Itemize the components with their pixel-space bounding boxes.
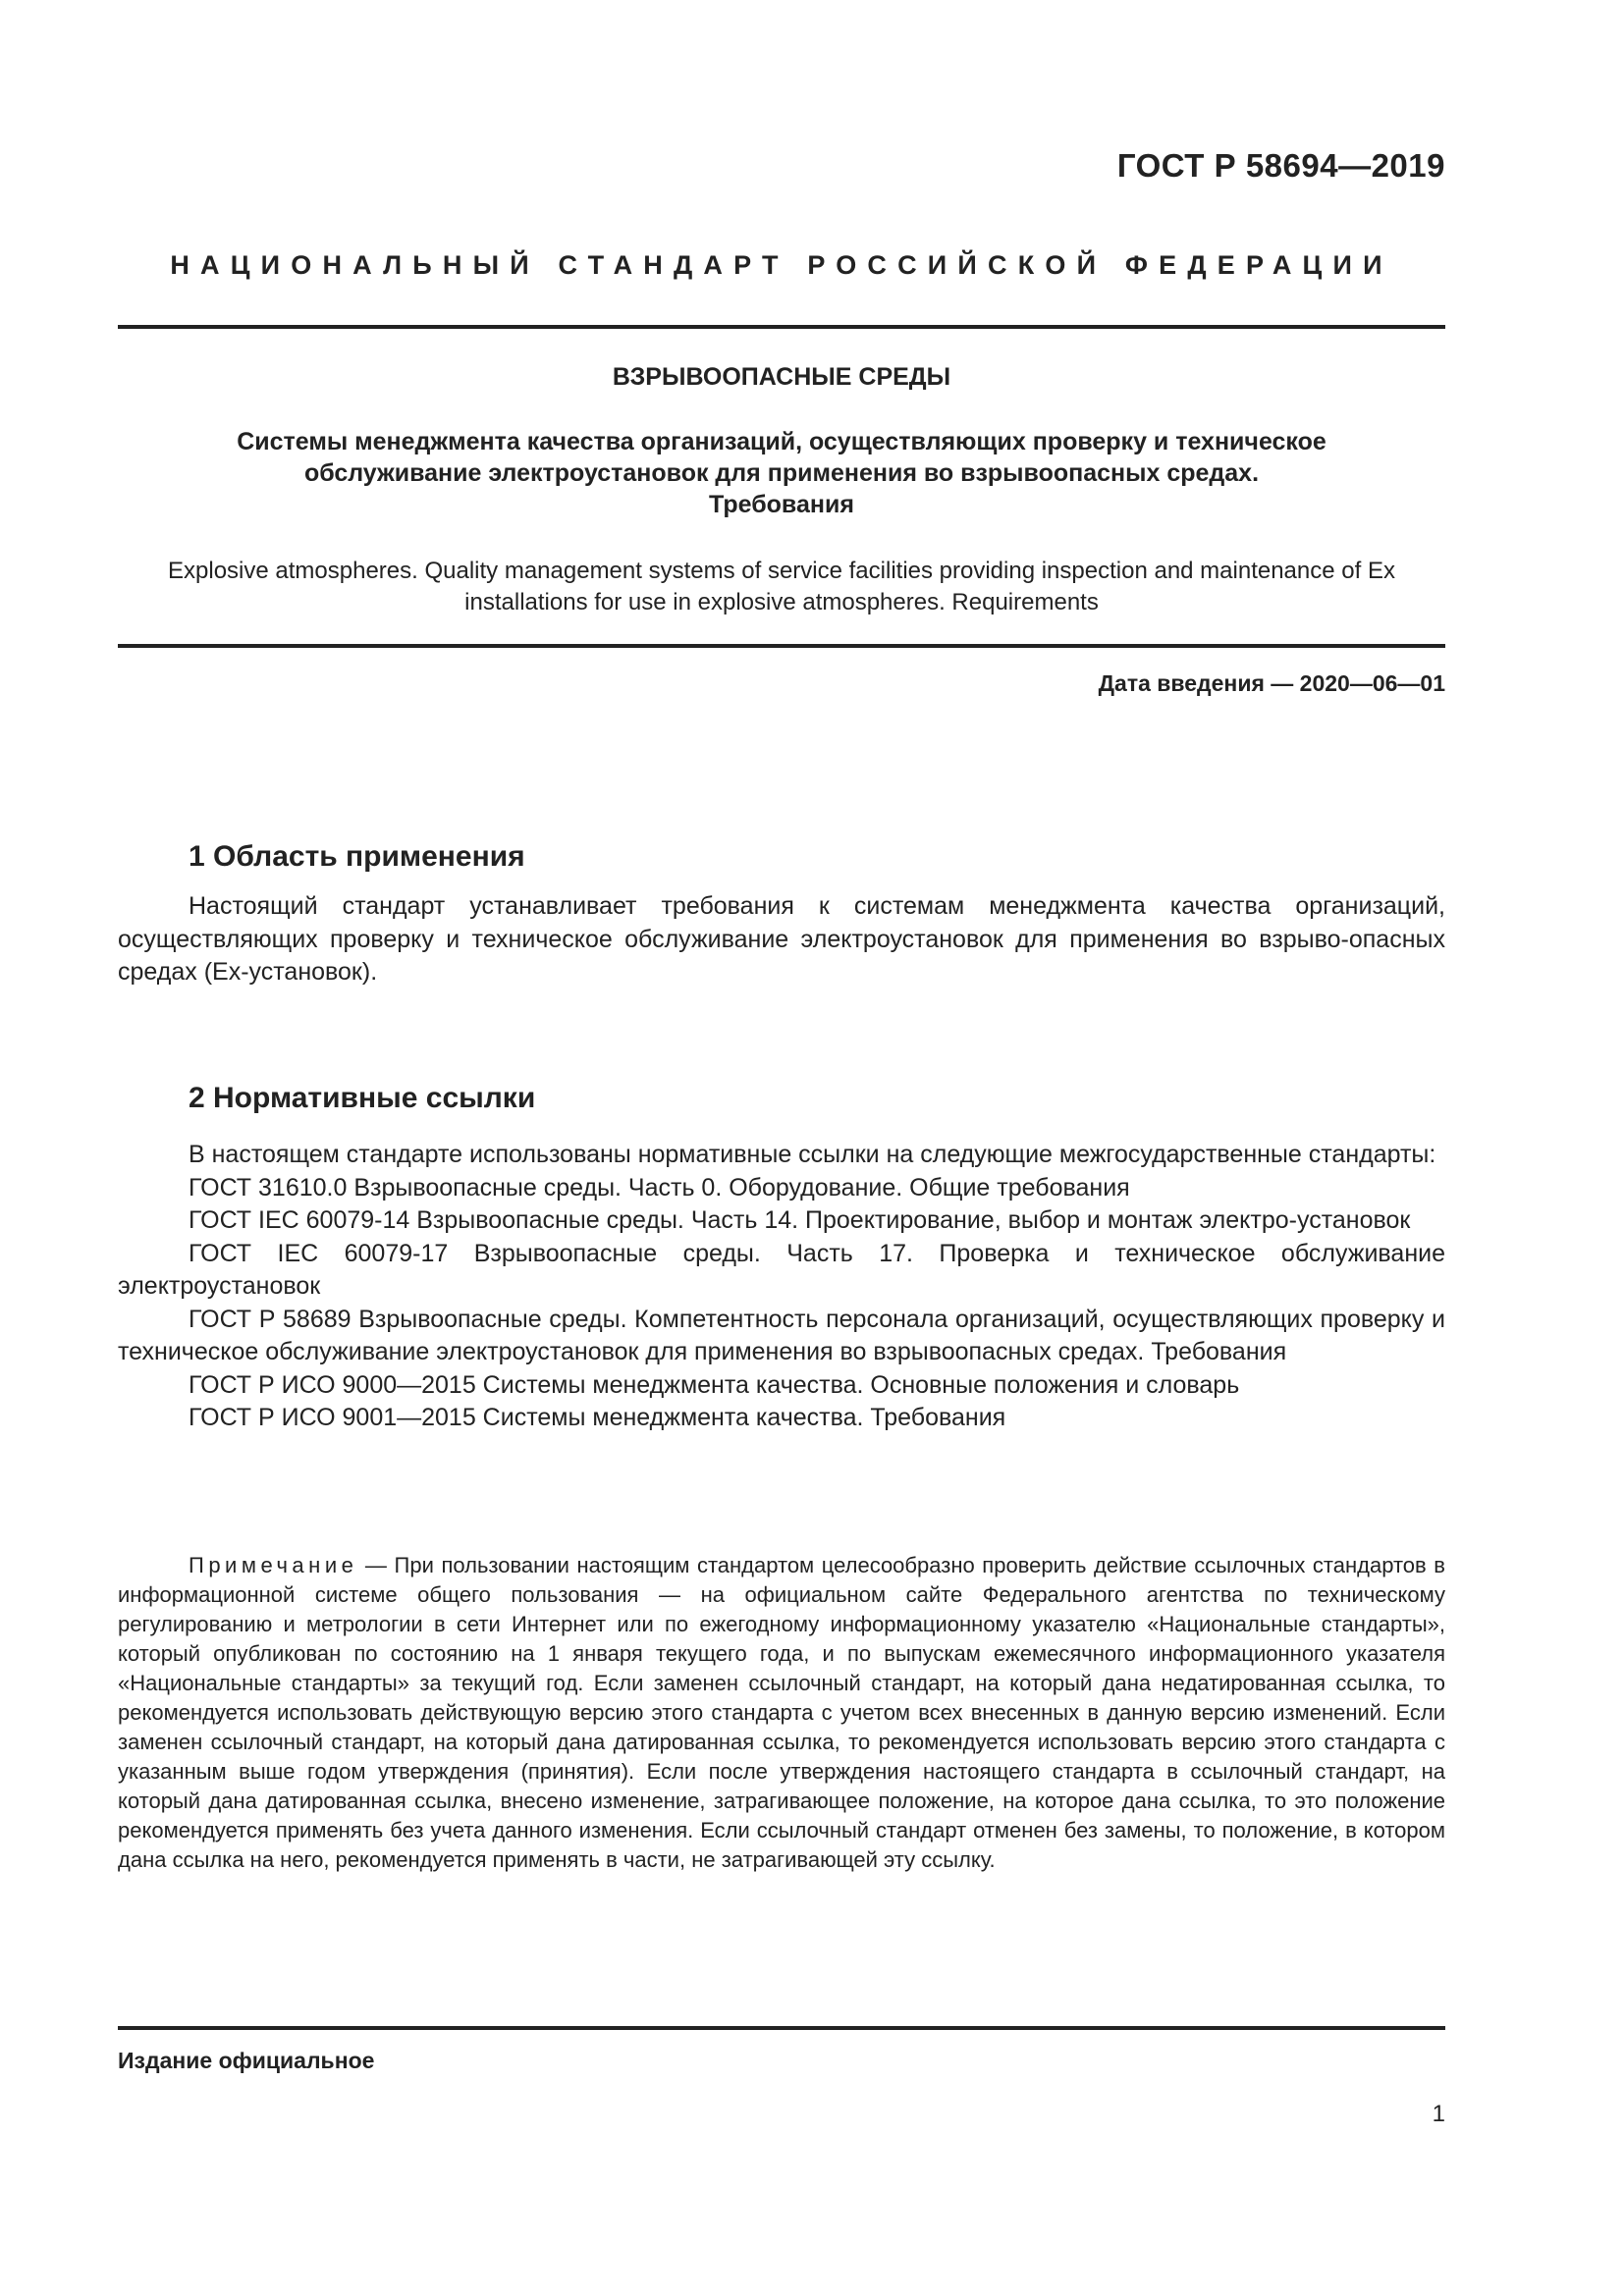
reference-item: ГОСТ 31610.0 Взрывоопасные среды. Часть 0. Оборудование. Общие требования	[189, 1173, 1130, 1201]
section-heading-scope: 1 Область применения	[189, 840, 525, 873]
english-title	[118, 556, 1445, 618]
document-subtitle	[147, 426, 1416, 520]
subtitle-line: Требования	[709, 491, 854, 518]
section-heading-references: 2 Нормативные ссылки	[189, 1082, 536, 1114]
note-text: — При пользовании настоящим стандартом целесообразно проверить действие ссылочных стандартов в информационной системе общего пользования — на официальном сайте Федерального агентства по техническому регулированию и метрологии в сети Интернет или по ежегодному информационному указателю «Национальные стандарты», который опубликован по состоянию на 1 января текущего года, и по выпускам ежемесячного информационного указателя «Национальные стандарты» за текущий год. Если заменен ссылочный стандарт, на который дана недатированная ссылка, то рекомендуется использовать действующую версию этого стандарта с учетом всех внесенных в данную версию изменений. Если заменен ссылочный стандарт, на который дана датированная ссылка, то рекомендуется использовать версию этого стандарта с указанным выше годом утверждения (принятия). Если после утверждения настоящего стандарта в ссылочный стандарт, на который дана датированная ссылка, внесено изменение, затрагивающее положение, на которое дана ссылка, то это положение рекомендуется применять без учета данного изменения. Если ссылочный стандарт отменен без замены, то положение, в котором дана ссылка на него, рекомендуется применять в части, не затрагивающей эту ссылку.	[118, 1553, 1445, 1872]
subtitle-line: Системы менеджмента качества организаций, осуществляющих проверку и техническое	[237, 428, 1326, 455]
reference-item: ГОСТ Р ИСО 9000—2015 Системы менеджмента качества. Основные положения и словарь	[189, 1370, 1240, 1399]
official-edition-label: Издание официальное	[118, 2048, 375, 2073]
national-standard-header: НАЦИОНАЛЬНЫЙ СТАНДАРТ РОССИЙСКОЙ ФЕДЕРАЦИИ	[170, 250, 1393, 280]
introduction-date: Дата введения — 2020—06—01	[1098, 670, 1445, 696]
reference-item: ГОСТ Р ИСО 9001—2015 Системы менеджмента качества. Требования	[189, 1404, 1006, 1431]
title-divider	[118, 644, 1445, 648]
note-label: Примечание	[189, 1553, 358, 1577]
english-title-line: installations for use in explosive atmospheres. Requirements	[464, 589, 1099, 615]
paragraph: Настоящий стандарт устанавливает требования к системам менеджмента качества организаций, осуществляющих проверку и техническое обслуживание электроустановок для применения во взрыво-опасных средах (Ех-установок).	[118, 892, 1445, 986]
document-title: ВЗРЫВООПАСНЫЕ СРЕДЫ	[612, 363, 951, 391]
references-text	[118, 1139, 1445, 1435]
reference-item: ГОСТ IEC 60079-14 Взрывоопасные среды. Часть 14. Проектирование, выбор и монтаж электро-установок	[189, 1206, 1411, 1234]
page-number: 1	[1432, 2101, 1445, 2127]
document-page	[118, 0, 1445, 2296]
reference-item: ГОСТ IEC 60079-17 Взрывоопасные среды. Часть 17. Проверка и техническое обслуживание электроустановок	[118, 1239, 1445, 1300]
top-divider	[118, 325, 1445, 329]
english-title-line: Explosive atmospheres. Quality management systems of service facilities providing inspection and maintenance of Ex	[168, 558, 1395, 584]
reference-item: ГОСТ Р 58689 Взрывоопасные среды. Компетентность персонала организаций, осуществляющих проверку и техническое обслуживание электроустановок для применения во взрывоопасных средах. Требования	[118, 1305, 1445, 1365]
subtitle-line: обслуживание электроустановок для применения во взрывоопасных средах.	[303, 459, 1260, 487]
scope-text	[118, 890, 1445, 989]
paragraph: В настоящем стандарте использованы нормативные ссылки на следующие межгосударственные стандарты:	[189, 1141, 1436, 1168]
note	[118, 1551, 1445, 1875]
document-number: ГОСТ Р 58694—2019	[1116, 147, 1445, 184]
footer-divider	[118, 2026, 1445, 2030]
